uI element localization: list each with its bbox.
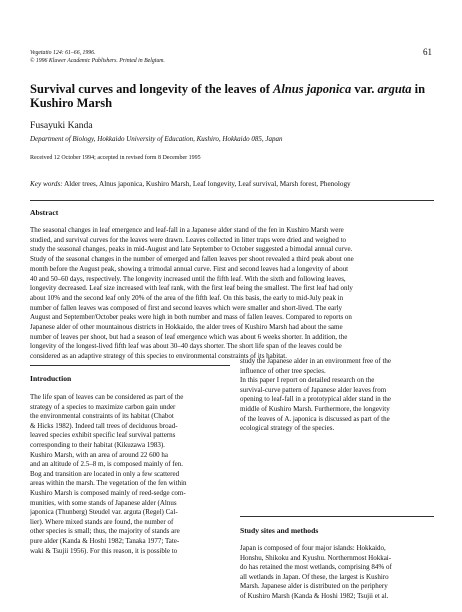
journal-header [30, 49, 165, 65]
intro-line: leaved species exhibit specific leaf survival patterns [30, 431, 176, 440]
title-species: Alnus japonica [273, 82, 352, 96]
study-sites-line: Japan is composed of four major islands: Hokkaido, [240, 544, 386, 552]
abstract-line: Study of the seasonal changes in the number of emerged and fallen leaves per shoot revealed a third peak about one [30, 255, 354, 264]
abstract-line: number of leaves per shoot, but had a season of leaf emergence which was about 6 weeks shorter. In addition, the [30, 332, 348, 341]
abstract-line: 40 and 50–60 days, respectively. The longevity increased until the fifth leaf. With the sixth and following leaves, [30, 274, 346, 283]
intro-line: lier). Where mixed stands are found, the number of [30, 517, 174, 526]
title-part-2: var. [351, 82, 378, 96]
intro-line: japonica (Thunberg) Steudel var. arguta (Regel) Cal- [30, 508, 178, 517]
intro-line: & Hicks 1982). Indeed tall trees of deciduous broad- [30, 421, 178, 430]
introduction-heading: Introduction [30, 374, 72, 383]
intro-line: corresponding to their habitat (Kikuzawa 1983). [30, 440, 165, 449]
abstract-line: study the seasonal changes, peaks in mid-August and late September to October suggested a bimodal annual curve. [30, 245, 353, 254]
right-column-line: opening to leaf-fall in a prototypical alder stand in the [240, 395, 392, 404]
study-sites-body [240, 544, 440, 602]
intro-line: other species is small; thus, the majority of stands are [30, 527, 180, 536]
title-variety: arguta [377, 82, 412, 96]
intro-line: areas within the marsh. The vegetation of the fen within [30, 479, 187, 488]
keywords [30, 180, 436, 189]
intro-line: Kushiro Marsh, with an area of around 22 600 ha [30, 450, 169, 459]
intro-line: the environmental constraints of its habitat (Chabot [30, 412, 174, 421]
intro-line: strategy of a species to maximize carbon gain under [30, 402, 176, 411]
abstract-line: longevity of the longest-lived fifth leaf was about 30–40 days shorter. The short life span of the leaves could be [30, 342, 342, 351]
received-dates: Received 12 October 1994; accepted in revised form 8 December 1995 [30, 155, 201, 161]
page-number: 61 [423, 47, 432, 57]
intro-line: Bog and transition are located in only a few scattered [30, 469, 180, 478]
intro-line: Kushiro Marsh is composed mainly of reed-sedge com- [30, 488, 186, 497]
right-column-line: In this paper I report on detailed research on the [240, 376, 375, 385]
study-sites-heading: Study sites and methods [240, 526, 319, 535]
intro-line: and an altitude of 2.5–8 m, is composed mainly of fen. [30, 460, 183, 469]
author-affiliation: Department of Biology, Hokkaido University of Education, Kushiro, Hokkaido 085, Japan [30, 135, 283, 143]
title-part-1: Survival curves and longevity of the leaves of [30, 82, 274, 96]
abstract-line: The seasonal changes in leaf emergence and leaf-fall in a Japanese alder stand of the fen in Kushiro Marsh were [30, 226, 344, 234]
right-column-line: middle of Kushiro Marsh. Furthermore, the longevity [240, 404, 390, 413]
keywords-label: Key words: [30, 180, 63, 188]
section-divider [30, 200, 434, 201]
abstract-line: considered as an adaptive strategy of this species to environmental constraints of its habitat. [30, 352, 287, 361]
journal-citation: Vegetatio 124: 61–66, 1996. [30, 50, 96, 56]
study-sites-line: do has retained the most wetlands, comprising 84% of [240, 563, 392, 572]
introduction-body [30, 393, 230, 556]
author-name: Fusayuki Kanda [30, 120, 93, 131]
right-column-line: ecological strategy of the species. [240, 424, 335, 433]
keywords-text: Alder trees, Alnus japonica, Kushiro Marsh, Leaf longevity, Leaf survival, Marsh forest, Phenology [62, 180, 351, 188]
right-column-line: study the Japanese alder in an environment free of the [240, 357, 392, 365]
abstract-line: longevity decreased. Leaf size increased with leaf rank, with the first leaf being the smallest. The first leaf had only [30, 284, 353, 293]
study-sites-line: Honshu, Shikoku and Kyushu. Northernmost Hokkai- [240, 553, 392, 562]
title-part-3: in Kushiro Marsh [30, 82, 426, 110]
right-column-line: survival-curve pattern of Japanese alder leaves from [240, 385, 387, 394]
intro-line: pure alder (Kanda & Hoshi 1982; Tanaka 1977; Tate- [30, 536, 180, 545]
abstract-body [30, 226, 433, 362]
abstract-line: month before the August peak, showing a trimodal annual curve. First and second leaves had a longevity of about [30, 264, 349, 273]
abstract-line: studied, and survival curves for the leaves were drawn. Leaves collected in litter traps were dried and weighed to [30, 235, 347, 244]
study-sites-line: Marsh. Japanese alder is distributed on the periphery [240, 582, 388, 591]
abstract-line: number of fallen leaves was composed of first and second leaves which were smaller and short-lived. The early [30, 303, 343, 312]
right-column-line: influence of other tree species. [240, 366, 326, 375]
intro-line: The life span of leaves can be considered as part of the [30, 393, 184, 401]
study-sites-line: of Kushiro Marsh (Kanda & Hoshi 1982; Tsujii et al. [240, 591, 389, 600]
study-sites-line: all wetlands in Japan. Of these, the largest is Kushiro [240, 572, 389, 581]
column-divider-right [240, 516, 434, 517]
copyright-line: © 1996 Kluwer Academic Publishers. Printed in Belgium. [30, 58, 165, 64]
abstract-line: Japanese alder of other mountainous districts in Hokkaido, the alder trees of Kushiro Marsh had about the same [30, 323, 343, 332]
right-column-line: of the leaves of A. japonica is discussed as part of the [240, 414, 390, 423]
abstract-line: about 10% and the second leaf only 20% of the area of the fifth leaf. On this basis, the early to mid-July peak in [30, 293, 344, 302]
column-divider-left [30, 365, 230, 366]
article-title [30, 82, 430, 110]
abstract-heading: Abstract [30, 208, 59, 217]
intro-line: waki & Tsujii 1956). For this reason, it is possible to [30, 546, 178, 555]
abstract-line: August and September/October peaks were high in both number and mass of fallen leaves. Compared to reports on [30, 313, 352, 322]
right-column-body [240, 357, 440, 434]
intro-line: munities, with some stands of Japanese alder (Alnus [30, 498, 177, 507]
